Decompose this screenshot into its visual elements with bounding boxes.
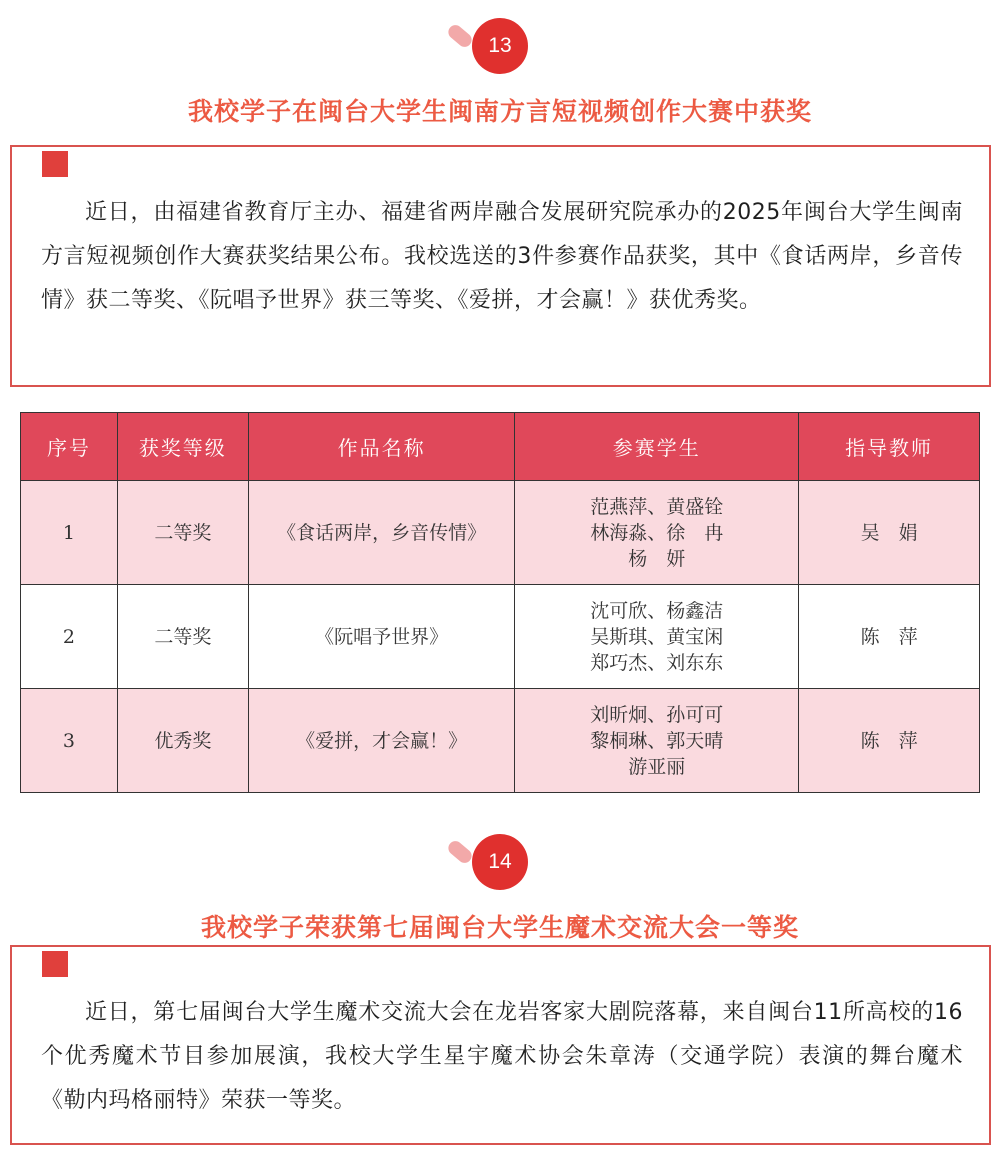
red-square-icon <box>42 951 68 977</box>
cell-level: 优秀奖 <box>117 689 248 793</box>
cell-level: 二等奖 <box>117 481 248 585</box>
cell-level: 二等奖 <box>117 585 248 689</box>
cell-work: 《爱拼，才会赢！》 <box>248 689 515 793</box>
red-square-icon <box>42 151 68 177</box>
cell-students <box>515 585 799 689</box>
cell-teacher: 陈 萍 <box>799 689 980 793</box>
cell-students <box>515 689 799 793</box>
cell-teacher: 陈 萍 <box>799 585 980 689</box>
cell-work: 《阮唱予世界》 <box>248 585 515 689</box>
cell-work: 《食话两岸，乡音传情》 <box>248 481 515 585</box>
student-line: 黎桐琳、郭天晴 <box>590 729 724 752</box>
header-work: 作品名称 <box>248 413 515 481</box>
cell-teacher: 吴 娟 <box>799 481 980 585</box>
student-line: 林海淼、徐 冉 <box>590 521 724 544</box>
section-13-title: 我校学子在闽台大学生闽南方言短视频创作大赛中获奖 <box>187 97 812 126</box>
table-row <box>21 689 980 793</box>
cell-no: 3 <box>21 689 118 793</box>
section-number: 13 <box>472 18 528 74</box>
header-teacher: 指导教师 <box>799 413 980 481</box>
student-line: 吴斯琪、黄宝闲 <box>590 625 724 648</box>
table-header-row <box>21 413 980 481</box>
student-line: 范燕萍、黄盛铨 <box>590 495 724 518</box>
student-line: 郑巧杰、刘东东 <box>590 651 724 674</box>
header-no: 序号 <box>21 413 118 481</box>
cell-no: 1 <box>21 481 118 585</box>
student-line: 沈可欣、杨鑫洁 <box>590 599 724 622</box>
section-13-paragraph: 近日，由福建省教育厅主办、福建省两岸融合发展研究院承办的2025年闽台大学生闽南方言短视频创作大赛获奖结果公布。我校选送的3件参赛作品获奖，其中《食话两岸，乡音传情》获二等奖、《阮唱予世界》获三等奖、《爱拼，才会赢！》获优秀奖。 <box>41 200 963 313</box>
cell-students <box>515 481 799 585</box>
table-row <box>21 481 980 585</box>
student-line: 刘昕炯、孙可可 <box>590 703 724 726</box>
section-13-text-box <box>10 145 991 387</box>
header-students: 参赛学生 <box>515 413 799 481</box>
student-line: 游亚丽 <box>628 755 686 778</box>
table-row <box>21 585 980 689</box>
section-14-paragraph: 近日，第七届闽台大学生魔术交流大会在龙岩客家大剧院落幕，来自闽台11所高校的16个优秀魔术节目参加展演，我校大学生星宇魔术协会朱章涛（交通学院）表演的舞台魔术《勒内玛格丽特》荣获一等奖。 <box>41 1000 963 1113</box>
header-level: 获奖等级 <box>117 413 248 481</box>
section-14-title: 我校学子荣获第七届闽台大学生魔术交流大会一等奖 <box>200 913 799 942</box>
section-14-badge <box>0 832 1000 902</box>
section-13-badge <box>0 16 1000 86</box>
cell-no: 2 <box>21 585 118 689</box>
pill-decoration-icon <box>446 22 475 49</box>
student-line: 杨 妍 <box>628 547 686 570</box>
section-14-text-box <box>10 945 991 1145</box>
section-number: 14 <box>472 834 528 890</box>
awards-table <box>20 412 980 793</box>
pill-decoration-icon <box>446 838 475 865</box>
